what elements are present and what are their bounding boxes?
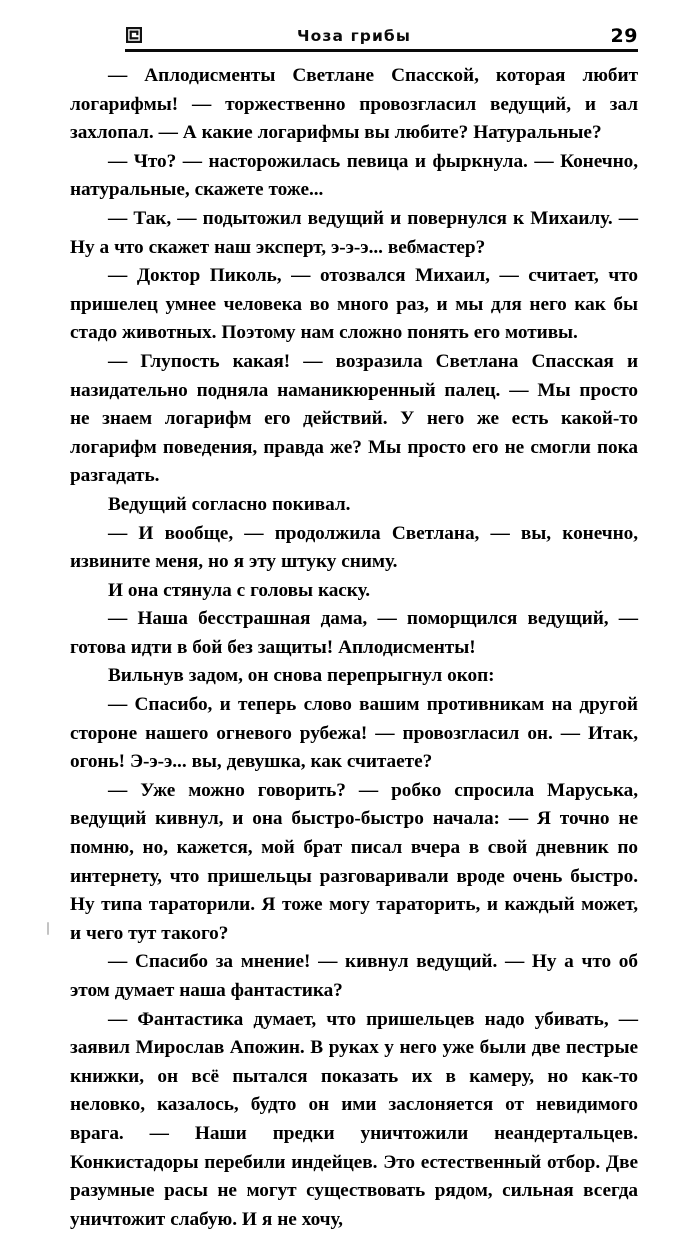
paragraph: — Доктор Пиколь, — отозвался Михаил, — считает, что пришелец умнее человека во много раз, и мы для него как бы стадо животных. Поэтому нам сложно понять его мотивы. — [70, 265, 638, 344]
book-icon — [125, 26, 144, 45]
paragraph: И она стянула с головы каску. — [108, 579, 371, 601]
paragraph: — Наша бесстрашная дама, — поморщился ведущий, — готова идти в бой без защиты! Аплодисменты! — [70, 608, 638, 658]
paragraph: — Что? — насторожилась певица и фыркнула. — Конечно, натуральные, скажете тоже... — [70, 150, 638, 201]
running-head-rule — [125, 49, 638, 52]
paragraph: — Фантастика думает, что пришельцев надо убивать, — заявил Мирослав Апожин. В руках у него уже были две пестрые книжки, он всё пытался показать их в камеру, но как-то неловко, казалось, будто он ими заслоняется от невидимого врага. — Наши предки уничтожили неандертальцев. Конкистадоры перебили индейцев. Это естественный отбор. Две разумные расы не могут существовать рядом, сильная всегда уничтожит слабую. И я не хочу, — [70, 1008, 638, 1230]
paragraph: Вильнув задом, он снова перепрыгнул окоп: — [108, 665, 495, 687]
paragraph: — Аплодисменты Светлане Спасской, которая любит логарифмы! — торжественно провозгласил ведущий, и зал захлопал. — А какие логарифмы вы любите? Натуральные? — [70, 65, 638, 144]
body-text — [70, 62, 638, 1234]
running-head — [70, 18, 638, 52]
paragraph: — Глупость какая! — возразила Светлана Спасская и назидательно подняла наманикюренный палец. — Мы просто не знаем логарифм его действий. У него же есть какой-то логарифм поведения, правда же? Мы просто его не смогли пока разгадать. — [70, 350, 638, 487]
paragraph: — Уже можно говорить? — робко спросила Маруська, ведущий кивнул, и она быстро-быстро начала: — Я точно не помню, но, кажется, мой брат писал вчера в свой дневник по интернету, что пришельцы разговаривали вроде очень быстро. Ну типа тараторили. Я тоже могу тараторить, и каждый может, и чего тут такого? — [70, 779, 638, 944]
running-head-row — [70, 18, 638, 46]
paragraph: — Спасибо за мнение! — кивнул ведущий. — Ну а что об этом думает наша фантастика? — [70, 951, 638, 1001]
paragraph: — Так, — подытожил ведущий и повернулся к Михаилу. — Ну а что скажет наш эксперт, э-э-э... вебмастер? — [70, 207, 638, 258]
running-head-title: Чоза грибы — [297, 27, 411, 45]
paragraph: — И вообще, — продолжила Светлана, — вы, конечно, извините меня, но я эту штуку сниму. — [70, 522, 638, 573]
page-number: 29 — [610, 25, 638, 47]
paragraph: — Спасибо, и теперь слово вашим противникам на другой стороне нашего огневого рубежа! — провозгласил он. — Итак, огонь! Э-э-э... вы, девушка, как считаете? — [70, 694, 638, 773]
scan-artifact — [47, 922, 49, 935]
paragraph: Ведущий согласно покивал. — [108, 493, 351, 515]
